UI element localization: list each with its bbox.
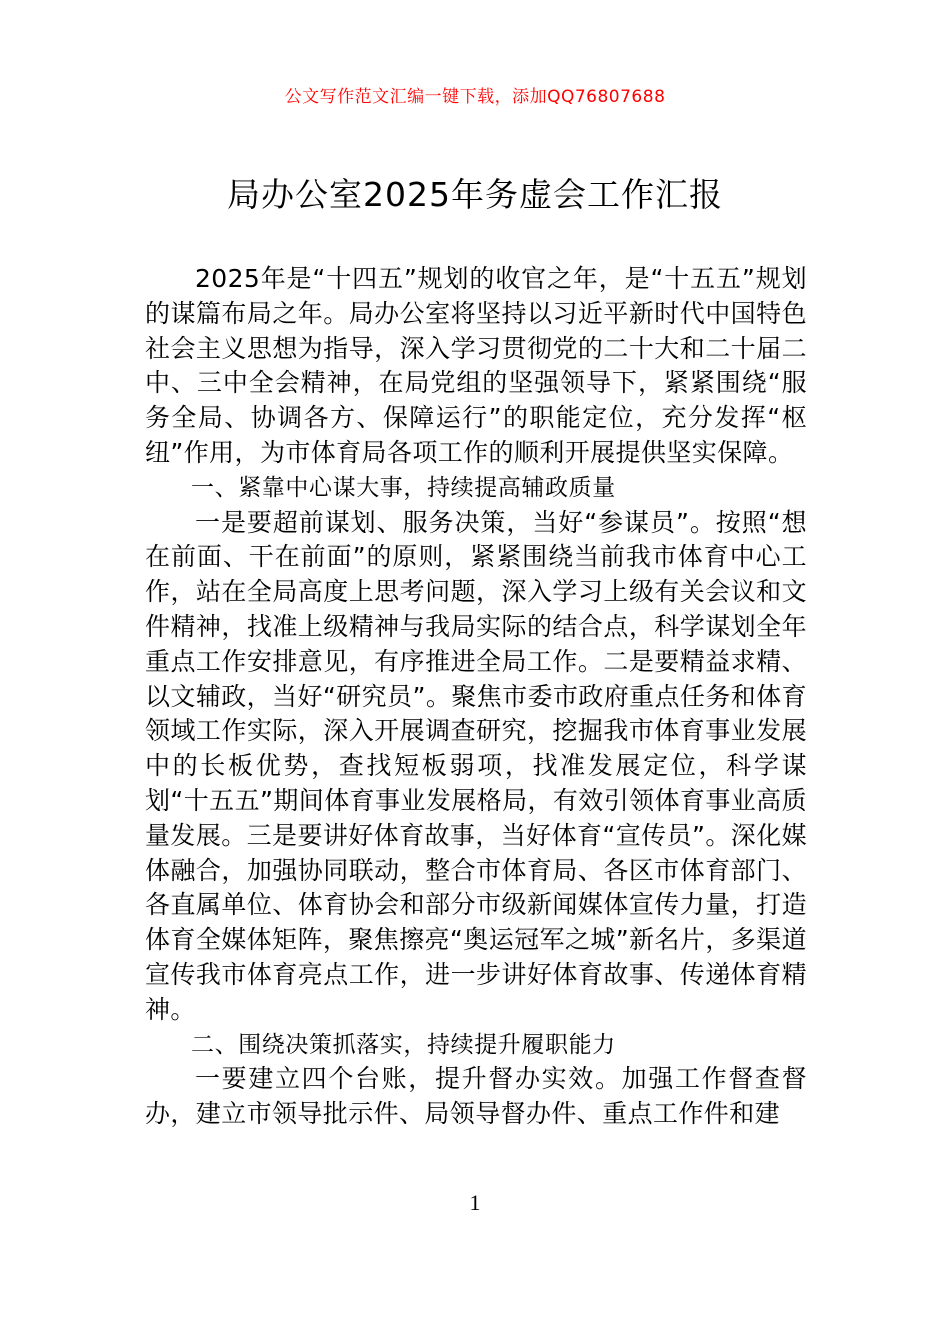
section-heading-1: 一、紧靠中心谋大事，持续提高辅政质量 xyxy=(191,474,616,501)
section-1-paragraph: 一是要超前谋划、服务决策，当好“参谋员”。按照“想在前面、干在前面”的原则，紧紧围绕当前我市体育中心工作，站在全局高度上思考问题，深入学习上级有关会议和文件精神，找准上级精神与我局实际的结合点，科学谋划全年重点工作安排意见，有序推进全局工作。二是要精益求精、以文辅政，当好“研究员”。聚焦市委市政府重点任务和体育领域工作实际，深入开展调查研究，挖掘我市体育事业发展中的长板优势，查找短板弱项，找准发展定位，科学谋划“十五五”期间体育事业发展格局，有效引领体育事业高质量发展。三是要讲好体育故事，当好体育“宣传员”。深化媒体融合，加强协同联动，整合市体育局、各区市体育部门、各直属单位、体育协会和部分市级新闻媒体宣传力量，打造体育全媒体矩阵，聚焦擦亮“奥运冠军之城”新名片，多渠道宣传我市体育亮点工作，进一步讲好体育故事、传递体育精神。 xyxy=(145,507,807,1024)
section-heading-2: 二、围绕决策抓落实，持续提升履职能力 xyxy=(191,1031,616,1058)
section-2-paragraph: 一要建立四个台账，提升督办实效。加强工作督查督办，建立市领导批示件、局领导督办件、重点工作件和建 xyxy=(145,1064,807,1129)
document-body xyxy=(145,262,807,1132)
intro-paragraph: 2025年是“十四五”规划的收官之年，是“十五五”规划的谋篇布局之年。局办公室将坚持以习近平新时代中国特色社会主义思想为指导，深入学习贯彻党的二十大和二十届二中、三中全会精神，在局党组的坚强领导下，紧紧围绕“服务全局、协调各方、保障运行”的职能定位，充分发挥“枢纽”作用，为市体育局各项工作的顺利开展提供坚实保障。 xyxy=(145,264,807,467)
download-notice: 公文写作范文汇编一键下载，添加QQ76807688 xyxy=(284,87,666,107)
page-number: 1 xyxy=(469,1190,481,1215)
document-title: 局办公室2025年务虚会工作汇报 xyxy=(227,175,723,214)
